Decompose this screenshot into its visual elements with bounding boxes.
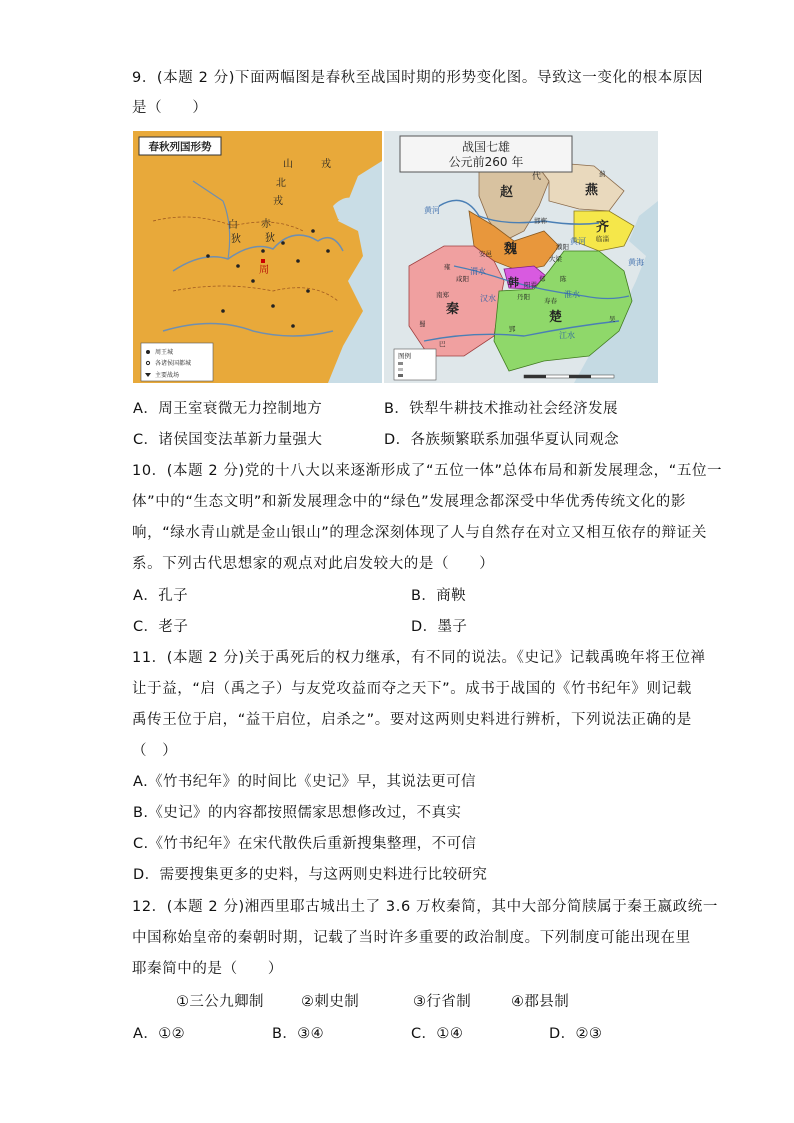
right-map-title: 战国七雄 (461, 140, 511, 154)
place-label: 郑 (539, 275, 546, 283)
q12-item-2: ②刺史制 (301, 994, 360, 1010)
place-label: 丹阳 (517, 293, 530, 301)
q12-option-a[interactable]: A．①② (133, 1026, 186, 1042)
place-label: 南郑 (436, 291, 449, 299)
q12-stem-line-1: 12．(本题 2 分)湘西里耶古城出土了 3.6 万枚秦简，其中大部分简牍属于秦王嬴政统一 (132, 899, 718, 915)
river-label: 淮水 (564, 290, 580, 299)
river-label: 渭水 (470, 267, 486, 276)
q9-option-a[interactable]: A．周王室衰微无力控制地方 (133, 401, 323, 417)
q11-stem-line-2: 让于益，“启（禹之子）与友党攻益而夺之天下”。成书于战国的《竹书纪年》则记载 (132, 681, 692, 697)
river-label: 汉水 (480, 294, 496, 303)
left-map-label: 狄 (265, 233, 275, 244)
state-label-chu: 楚 (549, 310, 563, 325)
place-label: 巴 (439, 340, 446, 348)
place-label: 阳翟 (524, 281, 537, 289)
q11-stem-line-3: 禹传王位于启，“益干启位，启杀之”。要对这两则史料进行辨析，下列说法正确的是 (132, 712, 692, 728)
state-label-qin: 秦 (446, 302, 460, 317)
q12-option-b[interactable]: B．③④ (272, 1026, 325, 1042)
right-legend-title: 图例 (398, 352, 411, 360)
state-label-qi: 齐 (596, 220, 610, 235)
state-label-zhao: 赵 (500, 185, 514, 200)
place-label: 吴 (609, 315, 616, 323)
left-map-label: 北 (276, 178, 286, 189)
right-map-subtitle: 公元前260 年 (448, 155, 524, 169)
q12-option-d[interactable]: D．②③ (549, 1026, 603, 1042)
q10-option-a[interactable]: A．孔子 (133, 588, 189, 604)
place-label: 郢 (509, 325, 516, 333)
q11-stem-line-1: 11．(本题 2 分)关于禹死后的权力继承，有不同的说法。《史记》记载禹晚年将王位禅 (132, 650, 706, 666)
q9-option-c[interactable]: C．诸侯国变法革新力量强大 (133, 432, 323, 448)
q12-stem-line-2: 中国称始皇帝的秦朝时期，记载了当时许多重要的政治制度。下列制度可能出现在里 (132, 930, 691, 946)
q9-option-b[interactable]: B．铁犁牛耕技术推动社会经济发展 (384, 401, 618, 417)
q10-option-c[interactable]: C．老子 (133, 619, 189, 635)
spring-autumn-map (133, 131, 382, 383)
river-label: 黄河 (424, 206, 440, 215)
left-map-label: 戎 (273, 196, 283, 207)
left-legend-item: 主要战场 (155, 372, 180, 379)
sea-label: 黄海 (628, 258, 644, 267)
q12-item-4: ④郡县制 (511, 994, 570, 1010)
place-label: 蓟 (599, 170, 606, 178)
state-label-yan: 燕 (585, 183, 599, 198)
q12-option-c[interactable]: C．①④ (411, 1026, 464, 1042)
state-label-wei: 魏 (504, 242, 518, 257)
left-map-label: 狄 (231, 234, 241, 245)
left-legend-item: 周王城 (155, 349, 174, 356)
place-label: 临淄 (596, 235, 609, 243)
left-map-label: 赤 (261, 219, 271, 230)
q10-stem-line-4: 系。下列古代思想家的观点对此启发较大的是（ ） (132, 556, 495, 572)
q10-stem-line-2: 体”中的“生态文明”和新发展理念中的“绿色”发展理念都深受中华优秀传统文化的影 (132, 494, 686, 510)
place-label: 安邑 (479, 250, 492, 258)
q11-option-d[interactable]: D．需要搜集更多的史料，与这两则史料进行比较研究 (133, 867, 488, 883)
q9-option-d[interactable]: D．各族频繁联系加强华夏认同观念 (384, 432, 620, 448)
q10-stem-line-1: 10．(本题 2 分)党的十八大以来逐渐形成了“五位一体”总体布局和新发展理念，“五位一 (132, 463, 723, 479)
q12-stem-line-3: 耶秦简中的是（ ） (132, 961, 283, 977)
left-map-label: 白 (228, 220, 238, 231)
q11-option-b[interactable]: B.《史记》的内容都按照儒家思想修改过，不真实 (133, 805, 462, 821)
place-label: 濮阳 (556, 243, 569, 251)
q10-option-d[interactable]: D．墨子 (411, 619, 468, 635)
place-label: 寿春 (544, 297, 557, 305)
place-label: 雍 (444, 263, 451, 271)
q9-stem-line-1: 9．(本题 2 分)下面两幅图是春秋至战国时期的形势变化图。导致这一变化的根本原因 (132, 70, 704, 86)
place-label: 蜀 (419, 320, 426, 328)
left-map-label: 戎 (321, 159, 331, 170)
q11-stem-line-4: （ ） (132, 743, 178, 759)
q11-option-a[interactable]: A.《竹书纪年》的时间比《史记》早，其说法更可信 (133, 774, 476, 790)
river-label: 黄河 (570, 237, 586, 246)
river-label: 江水 (559, 331, 575, 340)
left-map-label: 周 (259, 265, 269, 276)
q10-stem-line-3: 响，“绿水青山就是金山银山”的理念深刻体现了人与自然存在对立又相互依存的辩证关 (132, 525, 707, 541)
q12-item-1: ①三公九卿制 (176, 994, 264, 1010)
place-label: 陈 (560, 275, 567, 283)
state-label-dai: 代 (532, 172, 542, 182)
left-legend-item: 各诸侯国都城 (155, 360, 192, 367)
place-label: 大梁 (549, 255, 562, 263)
q12-item-3: ③行省制 (413, 994, 472, 1010)
state-label-han: 韩 (508, 276, 519, 289)
q9-stem-line-2: 是（ ） (132, 100, 208, 116)
left-map-label: 山 (283, 159, 293, 170)
left-map-title: 春秋列国形势 (148, 141, 212, 153)
q10-option-b[interactable]: B．商鞅 (411, 588, 467, 604)
place-label: 邯郸 (534, 217, 547, 225)
place-label: 咸阳 (456, 275, 469, 283)
q11-option-c[interactable]: C.《竹书纪年》在宋代散佚后重新搜集整理，不可信 (133, 836, 477, 852)
warring-states-map (384, 131, 658, 383)
